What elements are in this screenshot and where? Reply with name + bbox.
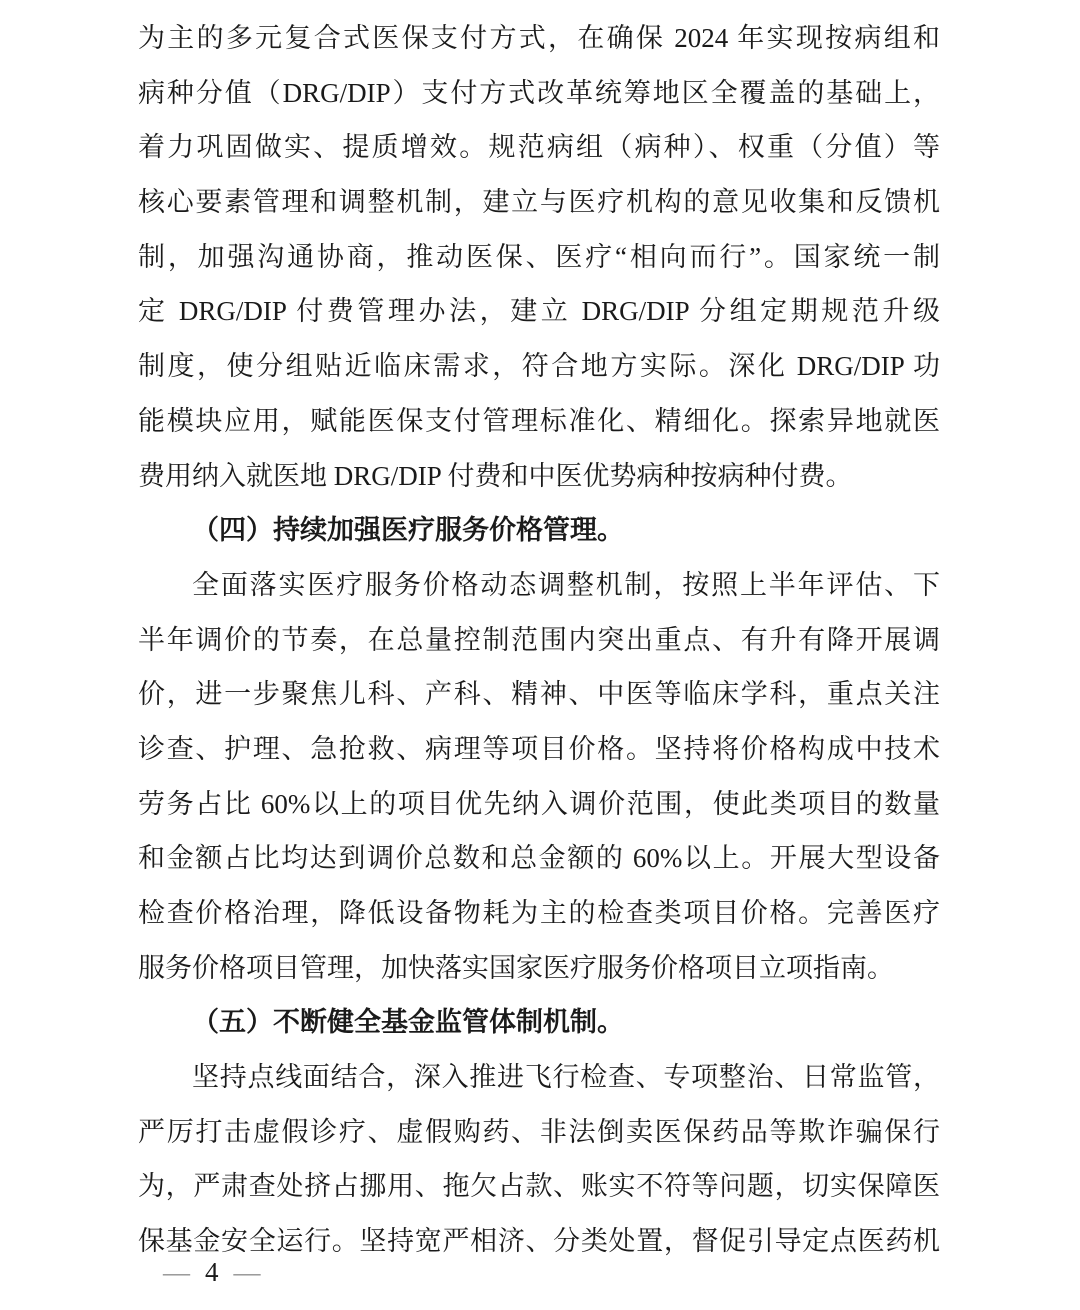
page-footer [163,1247,261,1297]
page-number: 4 [205,1256,219,1287]
text-line: 和金额占比均达到调价总数和总金额的 60%以上。开展大型设备 [138,843,940,874]
section-heading: （四）持续加强医疗服务价格管理。 [192,515,624,546]
section-heading: （五）不断健全基金监管体制机制。 [192,1007,624,1038]
page-number-left-dash: — [163,1256,190,1287]
text-line: 制度，使分组贴近临床需求，符合地方实际。深化 DRG/DIP 功 [138,351,940,382]
text-line: 为，严肃查处挤占挪用、拖欠占款、账实不符等问题，切实保障医 [138,1171,940,1202]
text-line: 坚持点线面结合，深入推进飞行检查、专项整治、日常监管， [192,1062,940,1093]
text-line: 诊查、护理、急抢救、病理等项目价格。坚持将价格构成中技术 [138,733,940,764]
text-line: 全面落实医疗服务价格动态调整机制，按照上半年评估、下 [192,569,940,600]
text-line: 服务价格项目管理，加快落实国家医疗服务价格项目立项指南。 [138,952,894,983]
text-line: 严厉打击虚假诊疗、虚假购药、非法倒卖医保药品等欺诈骗保行 [138,1116,940,1147]
text-line: 为主的多元复合式医保支付方式，在确保 2024 年实现按病组和 [138,23,940,53]
text-line: 着力巩固做实、提质增效。规范病组（病种）、权重（分值）等 [138,132,940,163]
text-line: 检查价格治理，降低设备物耗为主的检查类项目价格。完善医疗 [138,898,940,928]
text-line: 劳务占比 60%以上的项目优先纳入调价范围，使此类项目的数量 [138,788,940,819]
page-number-right-dash: — [233,1256,261,1287]
text-line: 保基金安全运行。坚持宽严相济、分类处置，督促引导定点医药机 [138,1226,940,1257]
text-line: 能模块应用，赋能医保支付管理标准化、精细化。探索异地就医 [138,405,940,436]
text-line: 定 DRG/DIP 付费管理办法，建立 DRG/DIP 分组定期规范升级 [138,296,940,327]
text-line: 核心要素管理和调整机制，建立与医疗机构的意见收集和反馈机 [138,187,940,218]
document-text-block [138,11,940,1269]
text-line: 费用纳入就医地 DRG/DIP 付费和中医优势病种按病种付费。 [138,460,853,491]
text-line: 病种分值（DRG/DIP）支付方式改革统筹地区全覆盖的基础上， [138,77,940,108]
text-line: 制，加强沟通协商，推动医保、医疗“相向而行”。国家统一制 [138,241,940,272]
text-line: 半年调价的节奏，在总量控制范围内突出重点、有升有降开展调 [138,624,940,655]
text-line: 价，进一步聚焦儿科、产科、精神、中医等临床学科，重点关注 [138,679,940,710]
